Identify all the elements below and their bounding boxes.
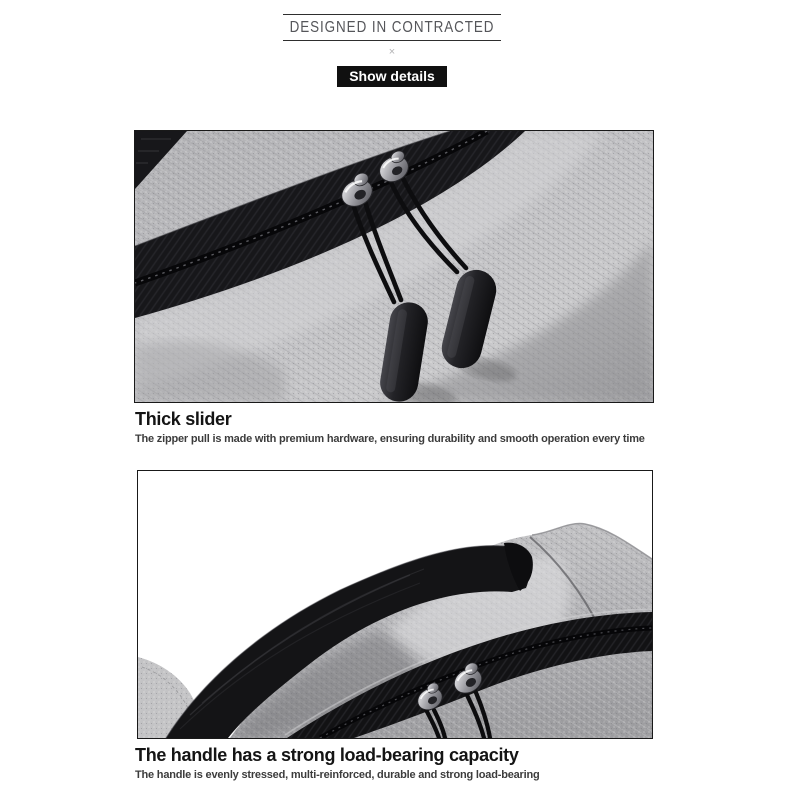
- zipper-pulls-photo: [135, 131, 653, 402]
- carry-handle-photo: [138, 471, 652, 738]
- handle-photo-figure: [137, 470, 653, 739]
- section-1-description: The zipper pull is made with premium hardware, ensuring durability and smooth operation every time: [135, 433, 645, 445]
- section-2-description: The handle is evenly stressed, multi-reinforced, durable and strong load-bearing: [135, 769, 540, 781]
- section-1-heading: Thick slider: [135, 409, 232, 429]
- divider-x-mark: ×: [388, 46, 396, 58]
- section-2-heading: The handle has a strong load-bearing capacity: [135, 745, 519, 765]
- zipper-photo-figure: [134, 130, 654, 403]
- header-rule-bottom: [283, 40, 501, 41]
- header-title: DESIGNED IN CONTRACTED: [289, 19, 495, 36]
- header: [0, 14, 784, 87]
- show-details-button[interactable]: Show details: [337, 66, 447, 87]
